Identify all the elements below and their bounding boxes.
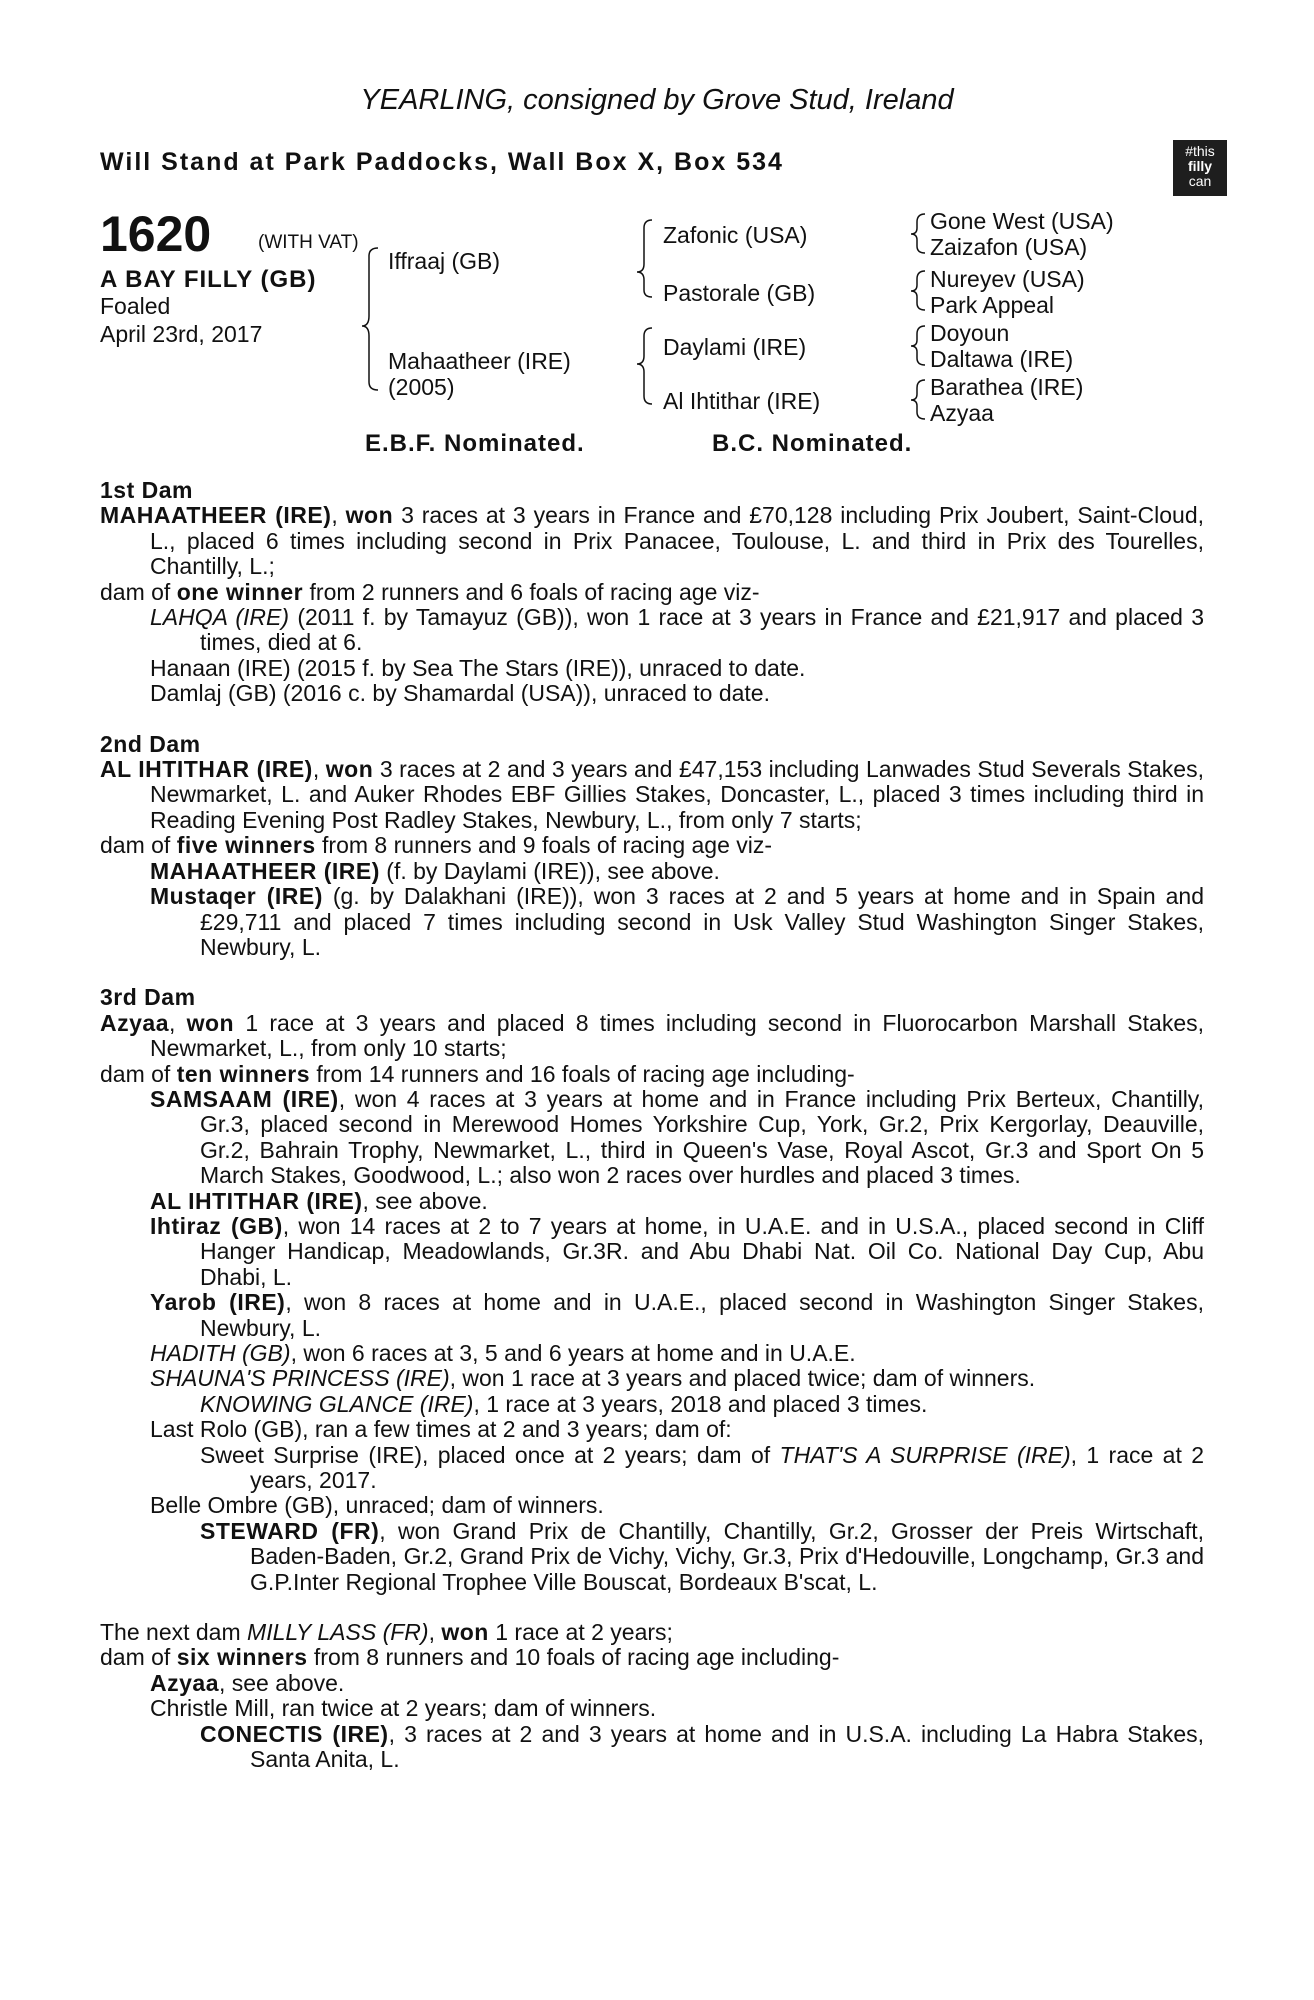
foaled-date: April 23rd, 2017 [100,321,263,347]
first-dam-produce-1 [150,604,1205,656]
next-dam-record: The next dam MILLY LASS (FR), won 1 race at 2 years; [100,1619,673,1646]
lot-number: 1620 [100,206,212,262]
pedigree-dam-year: (2005) [388,374,455,400]
third-dam-produce-8: Belle Ombre (GB), unraced; dam of winners. [150,1492,604,1519]
next-dam-won: won [441,1619,489,1646]
dam-of-label: dam of [100,832,171,859]
third-dam-produce-1 [150,1085,1204,1189]
produce-text: , 1 race at 3 years, 2018 and placed 3 times. [473,1390,928,1417]
winners-count: ten winners [176,1060,311,1087]
first-dam-produce-summary [100,580,1204,605]
third-dam-record: Azyaa, won 1 race at 3 years and placed 8 times including second in Fluorocarbon Marshall Stakes, Newmarket, L., from only 10 starts; [100,1009,1204,1062]
third-dam-heading: 3rd Dam [100,984,196,1011]
pedigree-g3-2: Zaizafon (USA) [930,234,1088,260]
third-dam-produce-2 [150,1187,1204,1214]
third-dam-text: 1 race at 3 years and placed 8 times including second in Fluorocarbon Marshall Stakes, Newmarket, L., from only 10 starts; [150,1009,1204,1062]
produce-name: Mustaqer (IRE) [150,883,323,910]
produce-rest: from 8 runners and 9 foals of racing age viz- [322,832,773,859]
second-dam-produce-summary [100,833,1204,858]
second-dam-name: AL IHTITHAR (IRE) [100,756,313,783]
stand-location: Will Stand at Park Paddocks, Wall Box X, Box 534 [100,148,784,176]
pedigree-g3-6: Daltawa (IRE) [930,346,1074,372]
second-dam-won: won [325,756,374,783]
third-dam-produce-summary [100,1062,1204,1087]
produce-name: Azyaa [150,1669,219,1696]
lot-name: A BAY FILLY (GB) [100,266,317,293]
third-dam-produce-3 [150,1212,1204,1290]
bracket-g3-2 [911,271,925,310]
third-dam-produce-7: Last Rolo (GB), ran a few times at 2 and 3 years; dam of: [150,1416,732,1443]
produce-text-b: , 1 race at 2 years, 2017. [250,1441,1204,1494]
next-dam-produce-2: Christle Mill, ran twice at 2 years; dam of winners. [150,1695,657,1722]
catalogue-body [100,478,1204,1773]
first-dam-produce-3: Damlaj (GB) (2016 c. by Shamardal (USA)), unraced to date. [150,680,770,707]
bracket-g3-1 [911,214,925,253]
pedigree-g3-8: Azyaa [930,400,994,426]
next-dam-prefix: The next dam [100,1619,241,1646]
pedigree-brackets [0,0,1314,460]
next-dam-name: MILLY LASS (FR) [247,1619,429,1646]
produce-name: HADITH (GB) [150,1340,291,1366]
first-dam-won: won [345,502,394,529]
third-dam-name: Azyaa [100,1009,169,1036]
bracket-sire [637,220,652,297]
first-dam-text: 3 races at 3 years in France and £70,128 including Prix Joubert, Saint-Cloud, L., placed 6 times including second in Prix Panacee, Toulouse, L. and third in Prix des Tourelles, Chantilly, L.; [150,502,1204,580]
logo-line-3: can [1188,173,1212,189]
sale-header: YEARLING, consigned by Grove Stud, Ireland [360,84,954,116]
produce-name: KNOWING GLANCE (IRE) [200,1390,474,1417]
produce-name: THAT'S A SURPRISE (IRE) [779,1441,1071,1468]
third-dam-produce-6 [150,1365,1204,1392]
pedigree-dam: Mahaatheer (IRE) [388,348,571,374]
pedigree-g3-3: Nureyev (USA) [930,266,1085,292]
first-dam-produce-2: Hanaan (IRE) (2015 f. by Sea The Stars (IRE)), unraced to date. [150,654,806,681]
second-dam-heading: 2nd Dam [100,730,201,757]
produce-name: MAHAATHEER (IRE) [150,857,380,884]
lot-vat: (WITH VAT) [258,232,359,253]
produce-text: , won 14 races at 2 to 7 years at home, in U.A.E. and in U.S.A., placed second in Cliff Hanger Handicap, Meadowlands, Gr.3R. and Abu Dhabi Nat. Oil Co. National Day Cup, Abu Dhabi, L. [200,1212,1204,1290]
winners-count: one winner [176,578,304,605]
produce-text: (f. by Daylami (IRE)), see above. [386,857,720,884]
produce-text: , see above. [218,1669,345,1696]
first-dam-name: MAHAATHEER (IRE) [100,502,332,529]
bc-nominated: B.C. Nominated. [712,430,913,457]
first-dam-record: MAHAATHEER (IRE), won 3 races at 3 years in France and £70,128 including Prix Joubert, Saint-Cloud, L., placed 6 times including second in Prix Panacee, Toulouse, L. and third in Prix des Tourelles, Chantilly, L.; [100,502,1204,580]
produce-name: CONECTIS (IRE) [200,1720,389,1747]
pedigree-dam-sire: Daylami (IRE) [663,334,807,360]
next-dam-text: 1 race at 2 years; [495,1619,673,1646]
produce-text: , won 1 race at 3 years and placed twice; dam of winners. [449,1365,1036,1392]
produce-text: , see above. [362,1187,488,1214]
produce-text: , won 6 races at 3, 5 and 6 years at home and in U.A.E. [290,1340,856,1366]
next-dam-produce-1 [150,1669,1204,1696]
pedigree-sire-dam: Pastorale (GB) [663,280,816,306]
bracket-g3-3 [911,326,925,365]
produce-name: Ihtiraz (GB) [150,1212,283,1239]
dam-of-label: dam of [100,1060,171,1087]
pedigree-g3-4: Park Appeal [930,292,1055,318]
third-dam-grandproduce-2 [200,1441,1204,1494]
produce-name: AL IHTITHAR (IRE) [150,1187,363,1214]
third-dam-grandproduce-1 [200,1390,1204,1417]
produce-rest: from 14 runners and 16 foals of racing age including- [316,1060,855,1087]
produce-rest: from 2 runners and 6 foals of racing age viz- [309,578,760,605]
pedigree-g3-5: Doyoun [930,320,1010,346]
winners-count: five winners [176,832,316,859]
first-dam-heading: 1st Dam [100,477,193,503]
pedigree-g3-7: Barathea (IRE) [930,374,1084,400]
produce-rest: from 8 runners and 10 foals of racing age including- [313,1644,840,1671]
dam-of-label: dam of [100,578,171,605]
second-dam-text: 3 races at 2 and 3 years and £47,153 including Lanwades Stud Severals Stakes, Newmarket, L. and Auker Rhodes EBF Gillies Stakes, Doncaster, L., placed 3 times including third in Reading Evening Post Radley Stakes, Newbury, L., from only 7 starts; [150,756,1204,833]
pedigree-sire-sire: Zafonic (USA) [663,222,808,248]
pedigree-sire: Iffraaj (GB) [388,248,501,274]
foaled-label: Foaled [100,293,171,319]
ebf-nominated: E.B.F. Nominated. [365,430,585,457]
winners-count: six winners [176,1644,308,1671]
produce-text: , won 8 races at home and in U.A.E., placed second in Washington Singer Stakes, Newbury, L. [200,1289,1204,1341]
produce-text: (2011 f. by Tamayuz (GB)), won 1 race at 3 years in France and £21,917 and placed 3 times, died at 6. [200,604,1205,656]
pedigree-dam-dam: Al Ihtithar (IRE) [663,388,821,414]
logo-line-2: filly [1187,158,1213,174]
produce-text: , 3 races at 2 and 3 years at home and in U.S.A. including La Habra Stakes, Santa Anita, L. [250,1720,1205,1773]
pedigree-g3-1: Gone West (USA) [930,208,1114,234]
third-dam-won: won [186,1009,235,1036]
produce-text: Sweet Surprise (IRE), placed once at 2 years; dam of [200,1441,771,1468]
third-dam-grandproduce-3 [200,1517,1204,1595]
bracket-sire-dam [362,248,378,390]
produce-text: , won 4 races at 3 years at home and in France including Prix Berteux, Chantilly, Gr.3, placed second in Merewood Homes Yorkshire Cup, York, Gr.2, Prix Kergorlay, Deauville, Gr.2, Bahrain Trophy, Newmarket, L., third in Queen's Vase, Royal Ascot, Gr.3 and Sport On 5 March Stakes, Goodwood, L.; also won 2 races over hurdles and placed 3 times. [200,1085,1204,1189]
second-dam-produce-1 [150,857,1204,884]
produce-name: SAMSAAM (IRE) [150,1085,339,1112]
produce-text: (g. by Dalakhani (IRE)), won 3 races at 2 and 5 years at home and in Spain and £29,711 and placed 7 times including second in Usk Valley Stud Washington Singer Stakes, Newbury, L. [200,883,1205,960]
produce-text: , won Grand Prix de Chantilly, Chantilly, Gr.2, Grosser der Preis Wirtschaft, Baden-Baden, Gr.2, Grand Prix de Vichy, Vichy, Gr.3, Prix d'Hedouville, Longchamp, Gr.3 and G.P.Inter Regional Trophee Ville Bouscat, Bordeaux B'scat, L. [250,1517,1204,1595]
next-dam-grandproduce-1 [200,1720,1205,1773]
produce-name: LAHQA (IRE) [150,604,290,631]
dam-of-label: dam of [100,1644,171,1671]
next-dam-produce-summary [100,1645,1204,1670]
produce-name: STEWARD (FR) [200,1517,380,1544]
logo-line-1: #this [1185,143,1215,159]
third-dam-produce-4 [150,1289,1204,1341]
second-dam-produce-2 [150,883,1205,960]
produce-name: Yarob (IRE) [150,1289,286,1316]
bracket-dam [637,328,652,404]
produce-name: SHAUNA'S PRINCESS (IRE) [150,1365,450,1392]
second-dam-record: AL IHTITHAR (IRE), won 3 races at 2 and 3 years and £47,153 including Lanwades Stud Severals Stakes, Newmarket, L. and Auker Rhodes EBF Gillies Stakes, Doncaster, L., placed 3 times including third in Reading Evening Post Radley Stakes, Newbury, L., from only 7 starts; [100,756,1204,833]
bracket-g3-4 [911,380,925,419]
third-dam-produce-5 [150,1340,1204,1366]
